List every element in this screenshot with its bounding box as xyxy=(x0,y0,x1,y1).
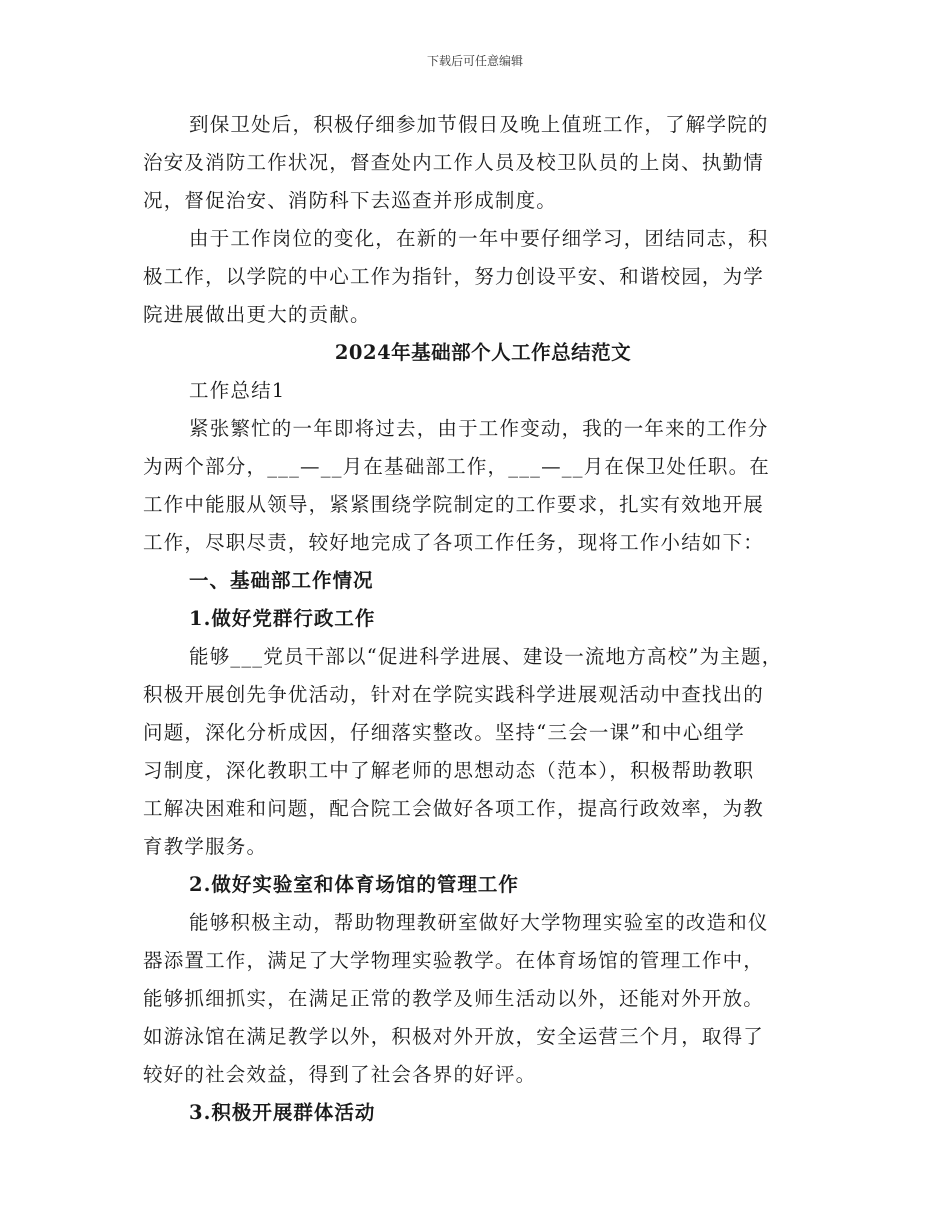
text-line: 能够抓细抓实，在满足正常的教学及师生活动以外，还能对外开放。 xyxy=(143,987,765,1010)
text-line: 工解决困难和问题，配合院工会做好各项工作，提高行政效率，为教 xyxy=(143,797,765,820)
text-line: 习制度，深化教职工中了解老师的思想动态（范本），积极帮助教职 xyxy=(143,759,755,782)
paragraph-4 xyxy=(143,638,823,866)
header-note: 下载后可任意编辑 xyxy=(426,54,523,68)
text-line: 能够___党员干部以“促进科学进展、建设一流地方高校”为主题， xyxy=(189,645,783,668)
heading-item-2: 2.做好实验室和体育场馆的管理工作 xyxy=(189,873,519,896)
text-line: 积极开展创先争优活动，针对在学院实践科学进展观活动中查找出的 xyxy=(143,683,765,706)
text-line: 治安及消防工作状况，督查处内工作人员及校卫队员的上岗、执勤情 xyxy=(143,151,765,174)
document-body xyxy=(143,106,823,1132)
text-line: 器添置工作，满足了大学物理实验教学。在体育场馆的管理工作中， xyxy=(143,949,765,972)
text-line: 工作，尽职尽责，较好地完成了各项工作任务，现将工作小结如下： xyxy=(143,531,765,554)
section-subtitle: 工作总结1 xyxy=(189,379,286,402)
document-title: 2024年基础部个人工作总结范文 xyxy=(334,341,632,364)
heading-section-1: 一、基础部工作情况 xyxy=(189,569,374,592)
text-line: 况，督促治安、消防科下去巡查并形成制度。 xyxy=(143,189,558,212)
text-line: 工作中能服从领导，紧紧围绕学院制定的工作要求，扎实有效地开展 xyxy=(143,493,765,516)
text-line: 问题，深化分析成因，仔细落实整改。坚持“三会一课”和中心组学 xyxy=(143,721,745,744)
heading-item-1: 1.做好党群行政工作 xyxy=(189,607,376,630)
text-line: 较好的社会效益，得到了社会各界的好评。 xyxy=(143,1063,537,1086)
heading-item-3: 3.积极开展群体活动 xyxy=(189,1101,376,1124)
text-line: 为两个部分，___—__月在基础部工作，___—__月在保卫处任职。在 xyxy=(143,455,771,478)
text-line: 如游泳馆在满足教学以外，积极对外开放，安全运营三个月，取得了 xyxy=(143,1025,765,1048)
paragraph-5 xyxy=(143,904,823,1094)
text-line: 能够积极主动，帮助物理教研室做好大学物理实验室的改造和仪 xyxy=(189,911,769,934)
text-line: 紧张繁忙的一年即将过去，由于工作变动，我的一年来的工作分 xyxy=(189,417,769,440)
paragraph-2 xyxy=(143,220,823,334)
text-line: 到保卫处后，积极仔细参加节假日及晚上值班工作，了解学院的 xyxy=(189,113,769,136)
text-line: 育教学服务。 xyxy=(143,835,268,858)
paragraph-3 xyxy=(143,410,823,562)
text-line: 由于工作岗位的变化，在新的一年中要仔细学习，团结同志，积 xyxy=(189,227,769,250)
text-line: 极工作，以学院的中心工作为指针，努力创设平安、和谐校园，为学 xyxy=(143,265,765,288)
text-line: 院进展做出更大的贡献。 xyxy=(143,303,371,326)
paragraph-1 xyxy=(143,106,823,220)
